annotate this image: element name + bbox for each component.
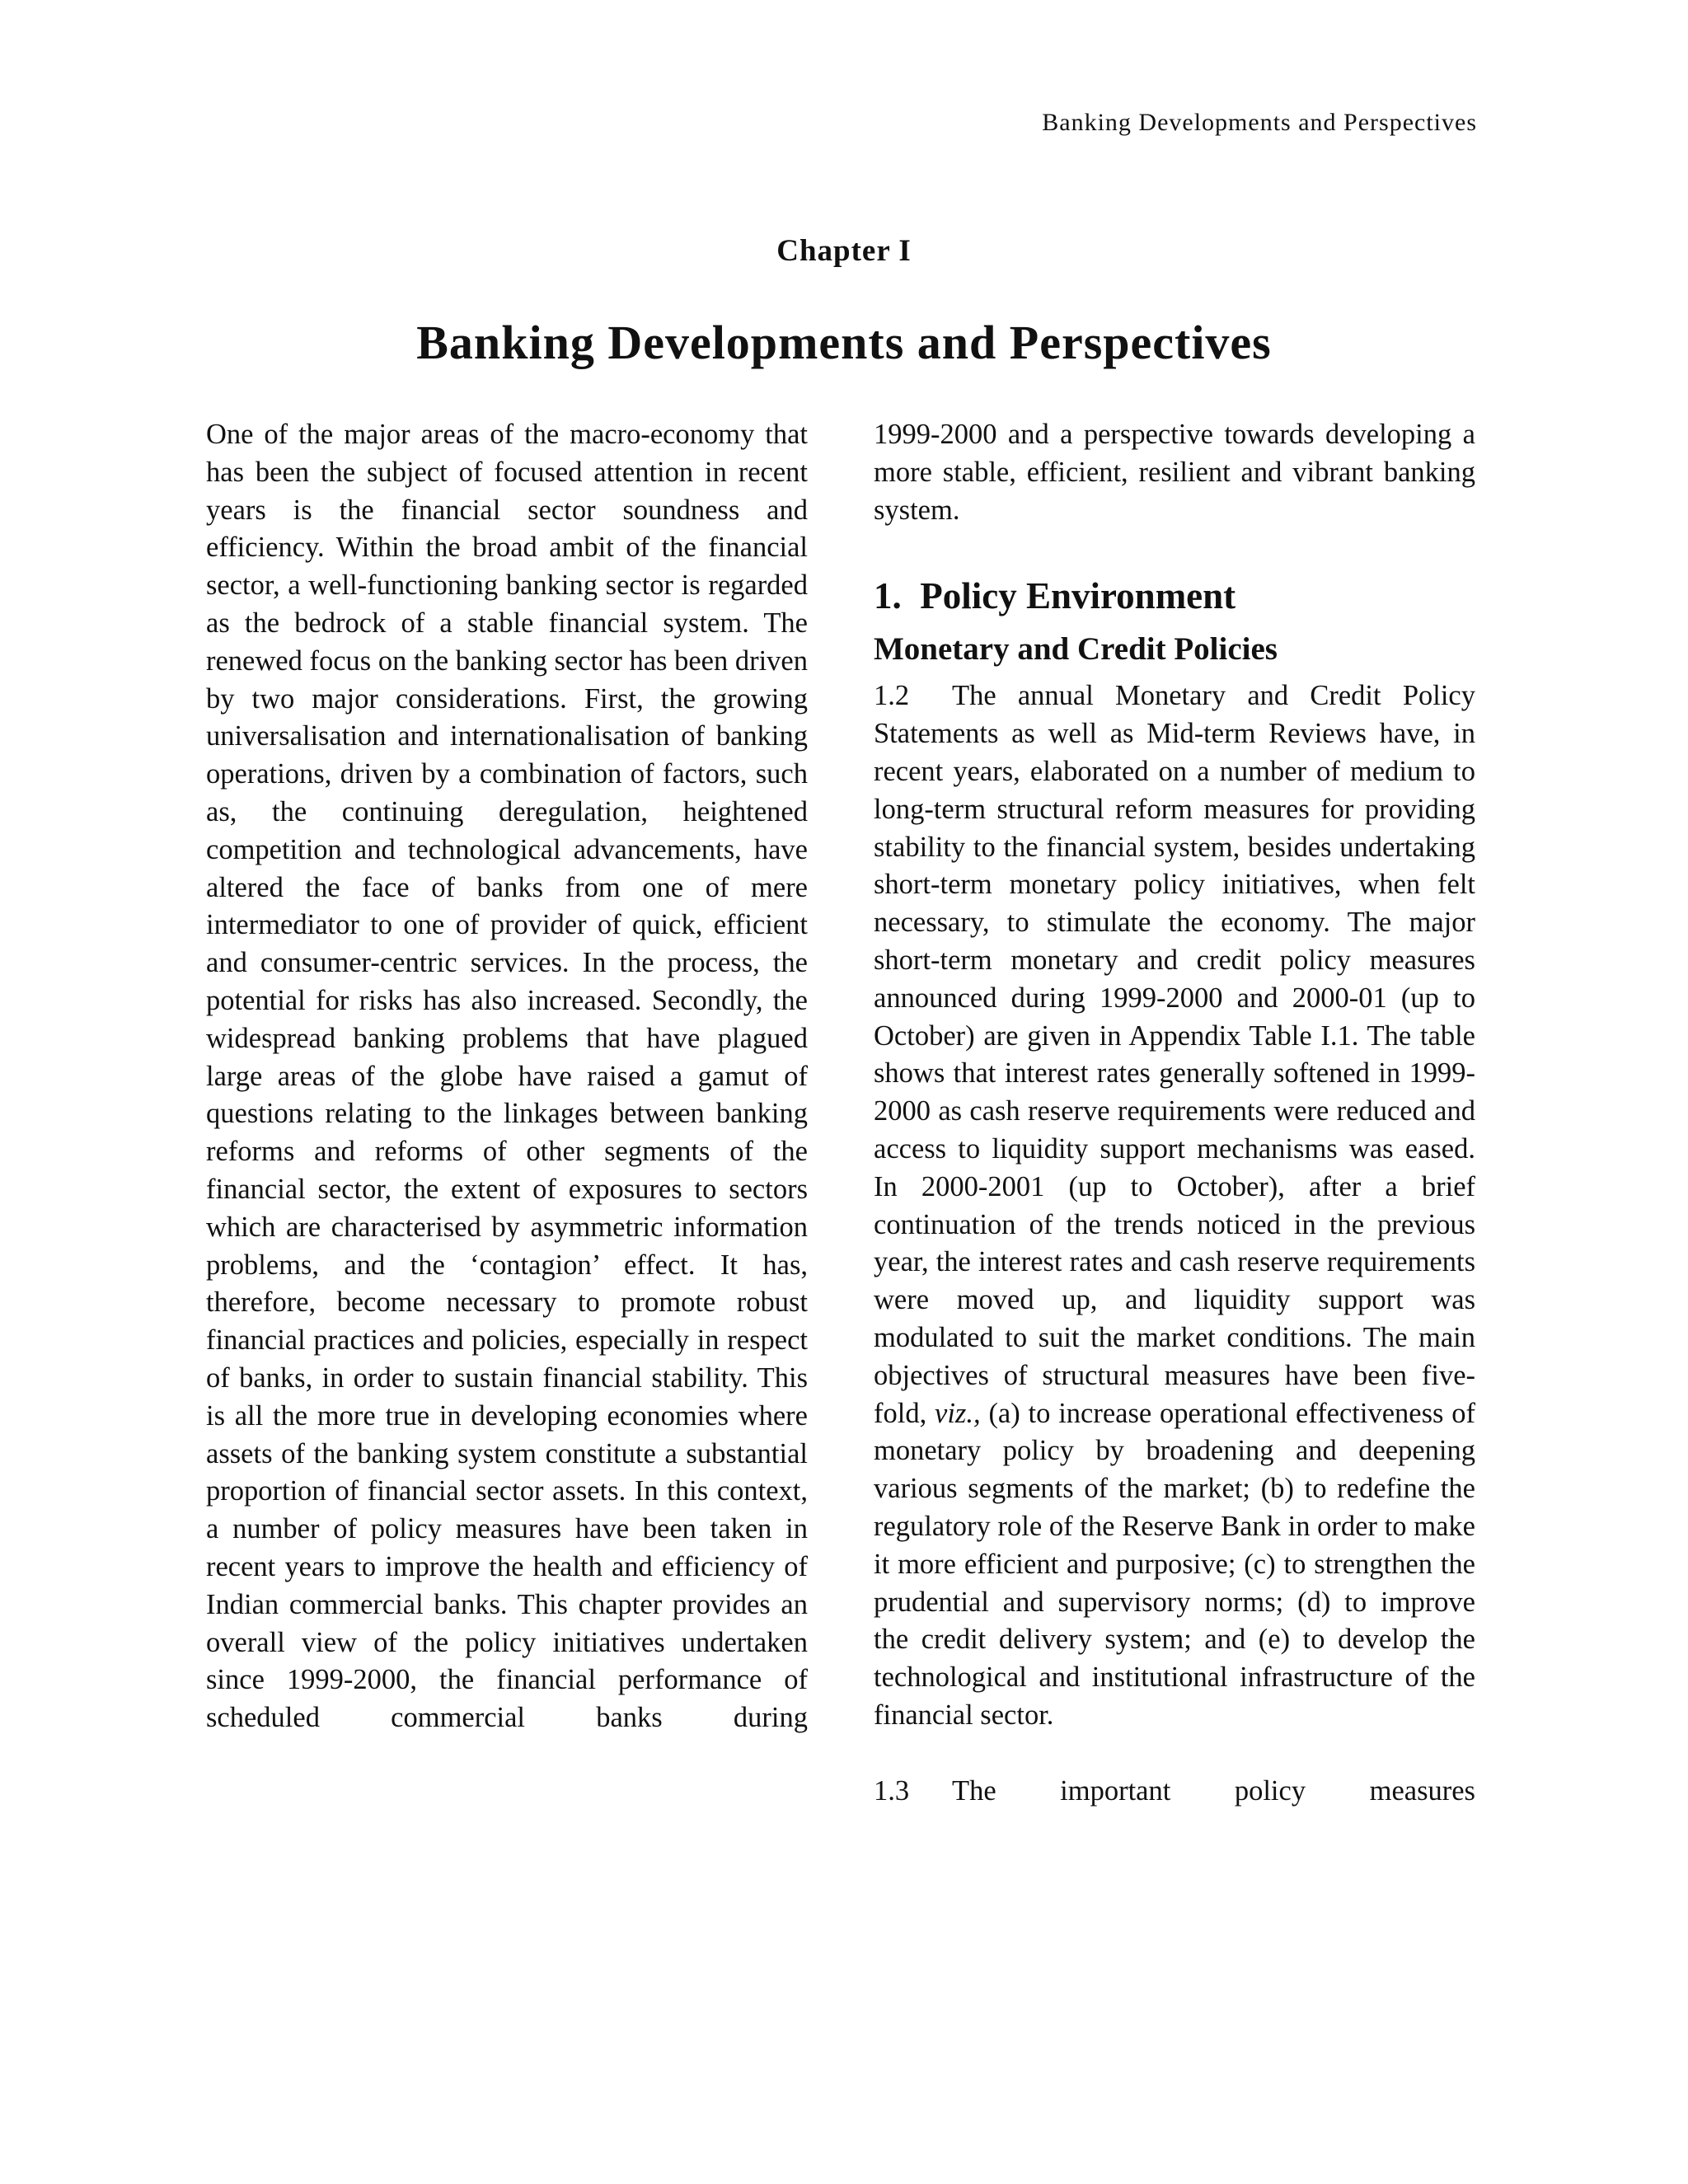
running-header: Banking Developments and Perspectives xyxy=(1042,109,1477,136)
left-column xyxy=(206,416,808,1737)
section-title: Policy Environment xyxy=(920,575,1236,617)
chapter-label: Chapter I xyxy=(776,234,912,268)
paragraph-text: The important policy measures xyxy=(952,1774,1475,1807)
paragraph-spacer xyxy=(874,1735,1475,1773)
right-column xyxy=(874,416,1475,1811)
intro-paragraph: One of the major areas of the macro-economy that has been the subject of focused attention in recent years is the financial sector soundness and efficiency. Within the broad ambit of the financial sector, a well-functioning banking sector is regarded as the bedrock of a stable financial system. The renewed focus on the banking sector has been driven by two major considerations. First, the growing universalisation and internationalisation of banking operations, driven by a combination of factors, such as, the continuing deregulation, heightened competition and technological advancements, have altered the face of banks from one of mere intermediator to one of provider of quick, efficient and consumer-centric services. In the process, the potential for risks has also increased. Secondly, the widespread banking problems that have plagued large areas of the globe have raised a gamut of questions relating to the linkages between banking reforms and reforms of other segments of the financial sector, the extent of exposures to sectors which are characterised by asymmetric information problems, and the ‘contagion’ effect. It has, therefore, become necessary to promote robust financial practices and policies, especially in respect of banks, in order to sustain financial stability. This is all the more true in developing economies where assets of the banking system constitute a substantial proportion of financial sector assets. In this context, a number of policy measures have been taken in recent years to improve the health and efficiency of Indian commercial banks. This chapter provides an overall view of the policy initiatives undertaken since 1999-2000, the financial performance of scheduled commercial banks during xyxy=(206,419,808,1734)
viz-abbreviation: viz., xyxy=(935,1397,981,1429)
section-number: 1. xyxy=(874,575,902,617)
paragraph-1-3 xyxy=(874,1773,1475,1811)
section-heading xyxy=(874,569,1475,623)
paragraph-1-2 xyxy=(874,677,1475,1734)
paragraph-text: The annual Monetary and Credit Policy Statements as well as Mid-term Reviews have, in recent years, elaborated on a number of medium to long-term structural reform measures for providing stability to the financial system, besides undertaking short-term monetary policy initiatives, when felt necessary, to stimulate the economy. The major short-term monetary and credit policy measures announced during 1999-2000 and 2000-01 (up to October) are given in Appendix Table I.1. The table shows that interest rates generally softened in 1999-2000 as cash reserve requirements were reduced and access to liquidity support mechanisms was eased. In 2000-2001 (up to October), after a brief continuation of the trends noticed in the previous year, the interest rates and cash reserve requirements were moved up, and liquidity support was modulated to suit the market conditions. The main objectives of structural measures have been five-fold, xyxy=(874,680,1475,1429)
intro-continuation: 1999-2000 and a perspective towards developing a more stable, efficient, resilient and vibrant banking system. xyxy=(874,419,1475,526)
paragraph-number: 1.2 xyxy=(874,680,910,712)
subsection-heading: Monetary and Credit Policies xyxy=(874,631,1278,668)
paragraph-text-continued: (a) to increase operational effectiveness of monetary policy by broadening and deepening various segments of the market; (b) to redefine the regulatory role of the Reserve Bank in order to make it more efficient and purposive; (c) to strengthen the prudential and supervisory norms; (d) to improve the credit delivery system; and (e) to develop the technological and institutional infrastructure of the financial sector. xyxy=(874,1397,1476,1731)
paragraph-number: 1.3 xyxy=(874,1774,910,1807)
chapter-title: Banking Developments and Perspectives xyxy=(416,316,1272,369)
